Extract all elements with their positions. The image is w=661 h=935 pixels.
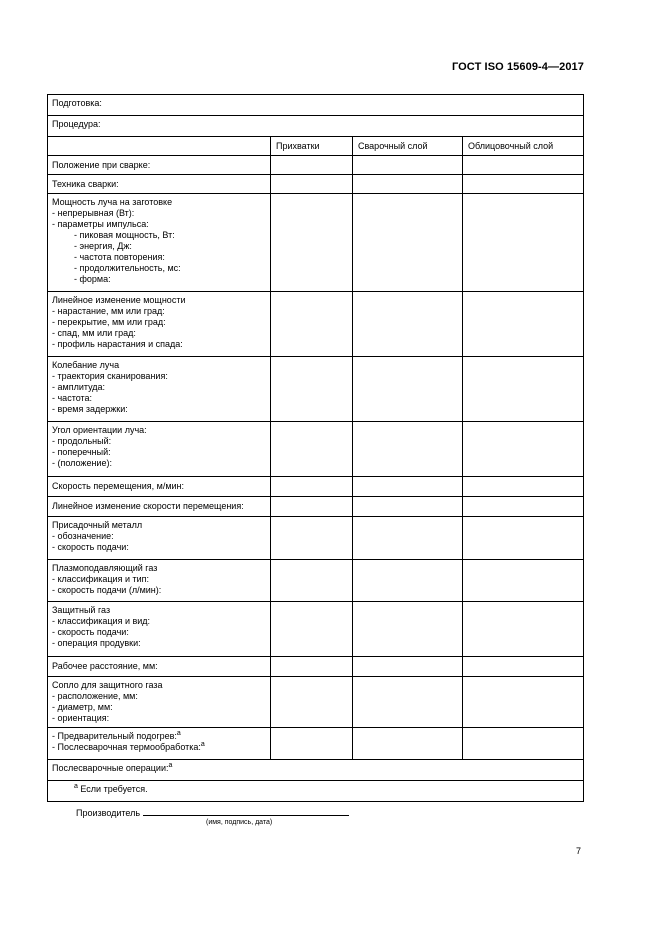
row-label-cell	[48, 477, 271, 497]
post-weld-cell[interactable]	[48, 760, 584, 781]
row-label-line	[52, 230, 267, 241]
tacks-value-cell[interactable]	[271, 677, 353, 728]
row-label-line	[52, 219, 267, 230]
tacks-value-cell[interactable]	[271, 728, 353, 760]
table-row	[48, 728, 584, 760]
producer-line	[76, 806, 349, 818]
tacks-value-cell[interactable]	[271, 175, 353, 194]
row-label-cell	[48, 560, 271, 602]
preparation-cell[interactable]	[48, 95, 584, 116]
row-label-text: Линейное изменение мощности	[52, 295, 186, 305]
row-label-text: - частота повторения:	[74, 252, 165, 262]
row-label-line	[52, 317, 267, 328]
tacks-value-cell[interactable]	[271, 477, 353, 497]
column-header-tacks: Прихватки	[271, 137, 353, 156]
column-header-cap-layer: Облицовочный слой	[463, 137, 584, 156]
tacks-value-cell[interactable]	[271, 517, 353, 560]
cap-layer-value-cell[interactable]	[463, 357, 584, 422]
table-row	[48, 657, 584, 677]
row-label-line	[52, 295, 267, 306]
weld-layer-value-cell[interactable]	[353, 477, 463, 497]
row-label-line	[52, 481, 267, 492]
row-label-line	[52, 197, 267, 208]
row-label-text: Линейное изменение скорости перемещения:	[52, 501, 244, 511]
row-label-text: - время задержки:	[52, 404, 128, 414]
row-label-text: - продолжительность, мс:	[74, 263, 181, 273]
footnote-marker: a	[74, 783, 78, 790]
row-label-text: - обозначение:	[52, 531, 114, 541]
row-label-line	[52, 638, 267, 649]
row-label-text: Положение при сварке:	[52, 159, 151, 170]
row-label-text: - операция продувки:	[52, 638, 141, 648]
table-row	[48, 175, 584, 194]
cap-layer-value-cell[interactable]	[463, 292, 584, 357]
table-row	[48, 292, 584, 357]
row-label-line	[52, 160, 267, 171]
page-number: 7	[576, 846, 582, 856]
producer-label: Производитель	[76, 808, 141, 818]
row-label-cell	[48, 677, 271, 728]
table-row	[48, 497, 584, 517]
post-weld-label: Послесварочные операции:	[52, 763, 169, 773]
cap-layer-value-cell[interactable]	[463, 175, 584, 194]
tacks-value-cell[interactable]	[271, 422, 353, 477]
row-label-line	[52, 339, 267, 350]
row-label-line	[52, 563, 267, 574]
tacks-value-cell[interactable]	[271, 357, 353, 422]
header-blank-cell	[48, 137, 271, 156]
row-label-cell	[48, 156, 271, 175]
tacks-value-cell[interactable]	[271, 292, 353, 357]
weld-layer-value-cell[interactable]	[353, 175, 463, 194]
row-label-text: - форма:	[74, 274, 111, 284]
row-label-cell	[48, 422, 271, 477]
row-label-line	[52, 404, 267, 415]
cap-layer-value-cell[interactable]	[463, 194, 584, 292]
cap-layer-value-cell[interactable]	[463, 477, 584, 497]
table-row	[48, 422, 584, 477]
row-label-line	[52, 627, 267, 638]
row-label-text: Колебание луча	[52, 360, 120, 370]
row-label-text: - поперечный:	[52, 447, 111, 457]
footnote-text: Если требуется.	[77, 784, 148, 794]
row-label-text: - (положение):	[52, 458, 112, 468]
row-label-text: - пиковая мощность, Вт:	[74, 230, 175, 240]
weld-layer-value-cell[interactable]	[353, 728, 463, 760]
row-label-text: - энергия, Дж:	[74, 241, 132, 251]
table-row	[48, 677, 584, 728]
weld-layer-value-cell[interactable]	[353, 497, 463, 517]
row-label-line	[52, 263, 267, 274]
row-label-line	[52, 436, 267, 447]
row-label-cell	[48, 517, 271, 560]
weld-layer-value-cell[interactable]	[353, 657, 463, 677]
footnote-row	[48, 781, 584, 802]
row-label-text: - частота:	[52, 393, 93, 403]
row-label-text: - расположение, мм:	[52, 691, 138, 701]
row-label-line	[52, 531, 267, 542]
weld-layer-value-cell[interactable]	[353, 422, 463, 477]
preparation-label: Подготовка:	[52, 98, 102, 108]
tacks-value-cell[interactable]	[271, 497, 353, 517]
procedure-label: Процедура:	[52, 119, 101, 129]
row-label-text: - спад, мм или град:	[52, 328, 136, 338]
row-label-line	[52, 501, 267, 512]
row-label-line	[52, 680, 267, 691]
row-label-line	[52, 702, 267, 713]
row-label-cell	[48, 497, 271, 517]
row-label-text: - диаметр, мм:	[52, 702, 113, 712]
row-label-line	[52, 574, 267, 585]
tacks-value-cell[interactable]	[271, 156, 353, 175]
weld-layer-value-cell[interactable]	[353, 602, 463, 657]
row-label-line	[52, 447, 267, 458]
row-label-text: - классификация и вид:	[52, 616, 151, 626]
cap-layer-value-cell[interactable]	[463, 602, 584, 657]
row-label-text: - перекрытие, мм или град:	[52, 317, 166, 327]
tacks-value-cell[interactable]	[271, 657, 353, 677]
row-label-text: Сопло для защитного газа	[52, 680, 163, 690]
cap-layer-value-cell[interactable]	[463, 560, 584, 602]
row-label-line	[52, 605, 267, 616]
tacks-value-cell[interactable]	[271, 194, 353, 292]
row-label-text: - скорость подачи:	[52, 542, 129, 552]
weld-layer-value-cell[interactable]	[353, 517, 463, 560]
row-label-cell	[48, 728, 271, 760]
weld-layer-value-cell[interactable]	[353, 156, 463, 175]
row-label-text: - амплитуда:	[52, 382, 106, 392]
row-label-line	[52, 360, 267, 371]
row-label-line	[52, 542, 267, 553]
cap-layer-value-cell[interactable]	[463, 728, 584, 760]
row-label-text: Техника сварки:	[52, 178, 119, 189]
footnote-marker: a	[168, 762, 173, 769]
row-label-line	[52, 731, 267, 742]
row-label-text: Присадочный металл	[52, 520, 143, 530]
row-label-line	[52, 713, 267, 724]
row-label-cell	[48, 357, 271, 422]
table-row	[48, 194, 584, 292]
weld-layer-value-cell[interactable]	[353, 292, 463, 357]
row-label-cell	[48, 175, 271, 194]
row-label-text: - продольный:	[52, 436, 112, 446]
tacks-value-cell[interactable]	[271, 602, 353, 657]
table-row	[48, 602, 584, 657]
row-label-cell	[48, 602, 271, 657]
weld-layer-value-cell[interactable]	[353, 677, 463, 728]
row-label-text: - классификация и тип:	[52, 574, 150, 584]
row-label-cell	[48, 657, 271, 677]
row-label-text: - нарастание, мм или град:	[52, 306, 165, 316]
row-label-line	[52, 179, 267, 190]
row-label-line	[52, 208, 267, 219]
row-label-text: - параметры импульса:	[52, 219, 149, 229]
weld-layer-value-cell[interactable]	[353, 357, 463, 422]
row-label-line	[52, 425, 267, 436]
row-label-line	[52, 520, 267, 531]
row-label-line	[52, 306, 267, 317]
cap-layer-value-cell[interactable]	[463, 497, 584, 517]
column-header-weld-layer: Сварочный слой	[353, 137, 463, 156]
row-label-text: - Послесварочная термообработка:	[52, 742, 201, 752]
row-label-line	[52, 458, 267, 469]
procedure-row	[48, 116, 584, 137]
procedure-cell[interactable]	[48, 116, 584, 137]
row-label-text: Рабочее расстояние, мм:	[52, 661, 158, 671]
row-label-line	[52, 585, 267, 596]
row-label-line	[52, 371, 267, 382]
footnote-marker: a	[200, 741, 205, 748]
row-label-text: - профиль нарастания и спада:	[52, 339, 183, 349]
preparation-row	[48, 95, 584, 116]
document-id: ГОСТ ISO 15609-4—2017	[451, 61, 584, 73]
row-label-text: - ориентация:	[52, 713, 110, 723]
table-row	[48, 357, 584, 422]
weld-layer-value-cell[interactable]	[353, 194, 463, 292]
row-label-line	[52, 252, 267, 263]
row-label-cell	[48, 194, 271, 292]
row-label-text: Скорость перемещения, м/мин:	[52, 481, 185, 491]
producer-signature-field[interactable]	[143, 806, 349, 816]
row-label-text: Угол ориентации луча:	[52, 425, 147, 435]
row-label-text: - Предварительный подогрев:	[52, 731, 177, 741]
cap-layer-value-cell[interactable]	[463, 517, 584, 560]
cap-layer-value-cell[interactable]	[463, 422, 584, 477]
row-label-line	[52, 616, 267, 627]
producer-caption: (имя, подпись, дата)	[206, 819, 273, 826]
tacks-value-cell[interactable]	[271, 560, 353, 602]
row-label-line	[52, 393, 267, 404]
row-label-text: - скорость подачи:	[52, 627, 129, 637]
row-label-line	[52, 241, 267, 252]
row-label-line	[52, 382, 267, 393]
row-label-line	[52, 328, 267, 339]
column-header-row	[48, 137, 584, 156]
table-row	[48, 477, 584, 497]
row-label-text: - скорость подачи (л/мин):	[52, 585, 162, 595]
post-weld-row	[48, 760, 584, 781]
row-label-line	[52, 661, 267, 672]
row-label-cell	[48, 292, 271, 357]
cap-layer-value-cell[interactable]	[463, 657, 584, 677]
row-label-text: Защитный газ	[52, 605, 111, 615]
row-label-text: - непрерывная (Вт):	[52, 208, 135, 218]
footnote-marker: a	[176, 730, 181, 737]
cap-layer-value-cell[interactable]	[463, 156, 584, 175]
footnote-cell	[48, 781, 584, 802]
row-label-line	[52, 742, 267, 753]
cap-layer-value-cell[interactable]	[463, 677, 584, 728]
weld-layer-value-cell[interactable]	[353, 560, 463, 602]
row-label-text: Плазмоподавляющий газ	[52, 563, 158, 573]
row-label-line	[52, 274, 267, 285]
table-row	[48, 517, 584, 560]
row-label-text: Мощность луча на заготовке	[52, 197, 173, 207]
welding-procedure-table	[47, 94, 584, 802]
row-label-text: - траектория сканирования:	[52, 371, 168, 381]
row-label-line	[52, 691, 267, 702]
table-row	[48, 156, 584, 175]
table-row	[48, 560, 584, 602]
